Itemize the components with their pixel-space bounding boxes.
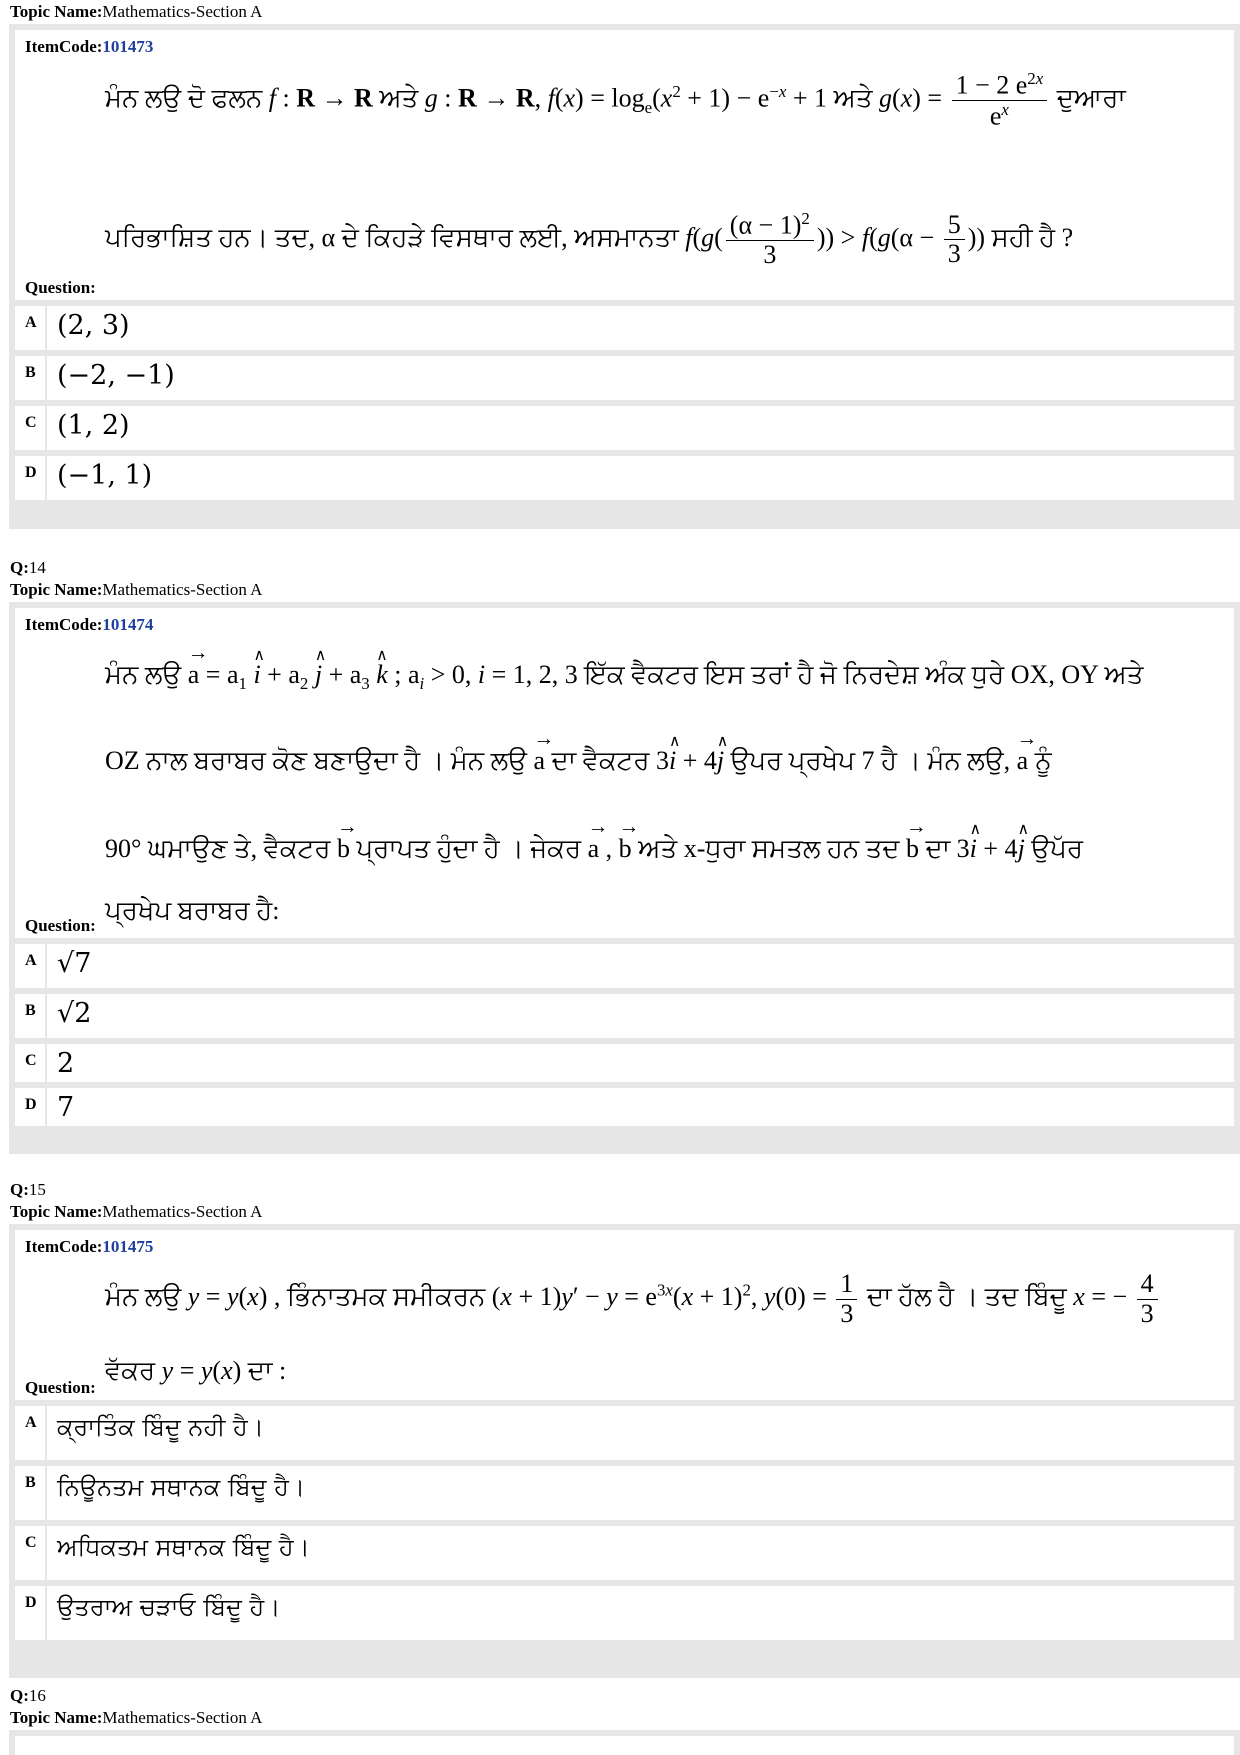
question-card-101474 bbox=[9, 602, 1240, 1154]
option-b[interactable]: B ਨਿਊਨਤਮ ਸਥਾਨਕ ਬਿੰਦੂ ਹੈ। bbox=[15, 1466, 1234, 1520]
stem-line-3: 90° ਘਮਾਉਣ ਤੇ, ਵੈਕਟਰ → b ਪ੍ਰਾਪਤ ਹੁੰਦਾ ਹੈ । ਜੇਕਰ → a , → b ਅਤੇ x-ਧੁਰਾ ਸਮਤਲ ਹਨ ਤਦ → b ਦਾ 3∧ i + 4∧ j ਉਪੱਰ bbox=[105, 834, 1083, 865]
item-code-value: 101474 bbox=[102, 615, 154, 634]
topic-line: Topic Name:Mathematics-Section A bbox=[10, 1708, 263, 1727]
stem-line-1: ਮੰਨ ਲਉ ਦੋ ਫਲਨ f : R → R ਅਤੇ g : R → R, $f(x) = \log_e(x^2 + 1) - e^{-x} + 1$ ਅਤੇ g(x) = $\frac{1 - 2 e^{2x}}{e^x}$ ਦੁਆਰਾ bbox=[105, 69, 1126, 131]
question-number: Q:15 bbox=[10, 1180, 46, 1199]
option-a[interactable]: A √7 bbox=[15, 944, 1234, 988]
option-d[interactable]: D ਉਤਰਾਅ ਚੜਾਓ ਬਿੰਦੂ ਹੈ। bbox=[15, 1586, 1234, 1640]
stem-line-1: ਮੰਨ ਲਉ → $a = a_1$ ∧ $i + a_2$ ∧ $j + a_3$ ∧ k ; $a_i > 0$, i = 1, 2, 3 ਇੱਕ ਵੈਕਟਰ ਇਸ ਤਰਾਂ ਹੈ ਜੋ ਨਿਰਦੇਸ਼ ਅੰਕ ਧੁਰੇ OX, OY ਅਤੇ bbox=[105, 660, 1143, 694]
option-a[interactable]: A (2, 3) bbox=[15, 306, 1234, 350]
question-label: Question: bbox=[25, 916, 96, 935]
question-label: Question: bbox=[25, 1378, 96, 1397]
option-b[interactable]: B √2 bbox=[15, 994, 1234, 1038]
question-card-next bbox=[9, 1730, 1240, 1755]
question-stem bbox=[15, 1230, 1234, 1400]
topic-line bbox=[10, 2, 262, 22]
stem-line-1: ਮੰਨ ਲਉ y = y(x) , ਭਿੰਨਾਤਮਕ ਸਮੀਕਰਨ $(x + 1)y' - y = e^{3x}(x + 1)^2$, y(0) = $\frac{1}{3}$ ਦਾ ਹੱਲ ਹੈ । ਤਦ ਬਿੰਦੂ x = − $\frac{4}{3}$ bbox=[105, 1270, 1161, 1328]
item-code-value: 101475 bbox=[102, 1237, 154, 1256]
option-d[interactable]: D 7 bbox=[15, 1088, 1234, 1126]
topic-label: Topic Name: bbox=[10, 2, 103, 21]
stem-line-2: OZ ਨਾਲ ਬਰਾਬਰ ਕੋਣ ਬਣਾਉਦਾ ਹੈ । ਮੰਨ ਲਉ → a ਦਾ ਵੈਕਟਰ 3∧ i + 4∧ j ਉਪਰ ਪ੍ਰਖੇਪ 7 ਹੈ । ਮੰਨ ਲਉ, → a ਨੂੰ bbox=[105, 746, 1052, 777]
stem-line-2: ਪਰਿਭਾਸ਼ਿਤ ਹਨ। ਤਦ, α ਦੇ ਕਿਹੜੇ ਵਿਸਥਾਰ ਲਈ, ਅਸਮਾਨਤਾ f(g( $\frac{(\alpha - 1)^2}{3}$ )) > f(g(α − $\frac{5}{3}$ )) ਸਹੀ ਹੈ ? bbox=[105, 209, 1074, 270]
option-d[interactable]: D (−1, 1) bbox=[15, 456, 1234, 500]
question-number: Q:14 bbox=[10, 558, 46, 577]
question-card-101475 bbox=[9, 1224, 1240, 1678]
option-c[interactable]: C (1, 2) bbox=[15, 406, 1234, 450]
option-c[interactable]: C ਅਧਿਕਤਮ ਸਥਾਨਕ ਬਿੰਦੂ ਹੈ। bbox=[15, 1526, 1234, 1580]
question-number: Q:16 bbox=[10, 1686, 46, 1705]
item-code-value: 101473 bbox=[102, 37, 154, 56]
option-a[interactable]: A ਕ੍ਰਾਤਿੰਕ ਬਿੰਦੂ ਨਹੀ ਹੈ। bbox=[15, 1406, 1234, 1460]
topic-line: Topic Name:Mathematics-Section A bbox=[10, 580, 263, 599]
topic-value: Mathematics-Section A bbox=[102, 2, 263, 21]
item-code: ItemCode:101474 bbox=[25, 615, 154, 634]
question-stem bbox=[15, 30, 1234, 300]
question-card-101473 bbox=[9, 24, 1240, 529]
option-c[interactable]: C 2 bbox=[15, 1044, 1234, 1082]
question-stem bbox=[15, 608, 1234, 938]
option-b[interactable]: B (−2, −1) bbox=[15, 356, 1234, 400]
item-code: ItemCode:101475 bbox=[25, 1237, 154, 1256]
question-label: Question: bbox=[25, 278, 96, 297]
item-code: ItemCode:101473 bbox=[25, 37, 154, 56]
stem-line-2: ਵੱਕਰ y = y(x) ਦਾ : bbox=[105, 1356, 287, 1385]
topic-line: Topic Name:Mathematics-Section A bbox=[10, 1202, 263, 1221]
stem-line-4: ਪ੍ਰਖੇਪ ਬਰਾਬਰ ਹੈ: bbox=[105, 896, 280, 925]
